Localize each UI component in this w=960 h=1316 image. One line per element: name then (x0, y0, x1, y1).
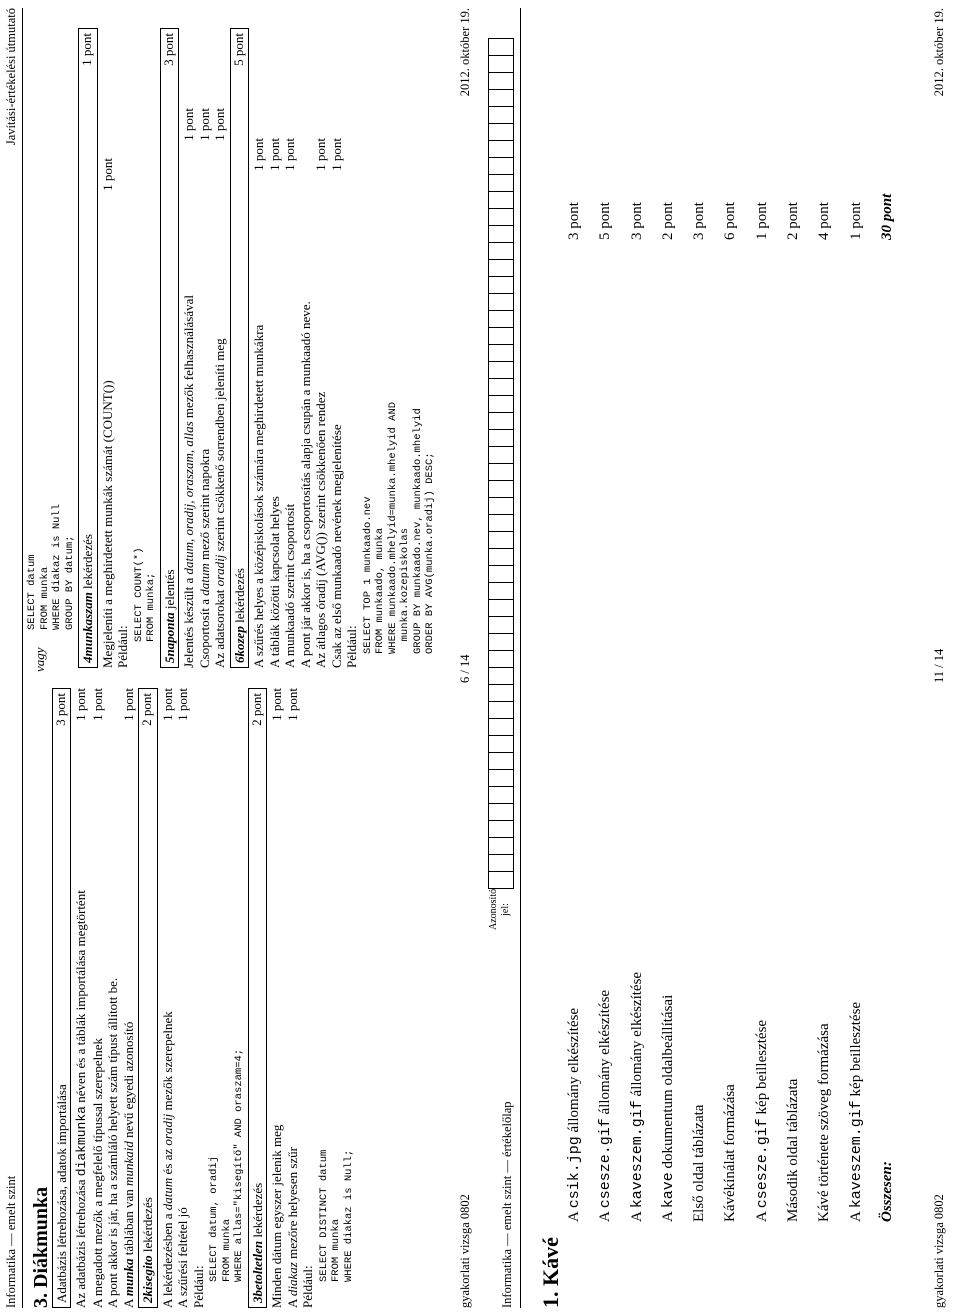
s6-code: SELECT TOP 1 munkaado.nev FROM munkaado, munka WHERE munkaado.mhelyid=munka.mhelyid AND munka.kozepiskolas GROUP BY munkaado.nev, munkaado.mhelyid ORDER BY AVG(munka.oradij) DESC; (361, 401, 436, 654)
s1-points: 3 pont (52, 693, 68, 726)
section-box-4: 4munkaszam lekérdezés 1 pont (78, 28, 98, 668)
score-sheet-header (482, 8, 522, 1308)
header-left: Informatika — emelt szint — értékelőlap (500, 1101, 514, 1308)
s6-row-3: A munkaadó szerint csoportosít 1 pont (282, 138, 297, 668)
s3-code-2: SELECT datum FROM munka WHERE diakaz is Null GROUP BY datum; (26, 503, 76, 630)
section-title: 3. Diákmunka (30, 1186, 52, 1308)
s1-row-4: A munka táblában van munkaid nevű egyedi azonosító 1 pont (120, 688, 136, 1308)
score-points: 2 pont (659, 202, 676, 240)
section-box-3: 3betoltetlen lekérdezés 2 pont (248, 688, 268, 1308)
s6-row-2: A táblák közötti kapcsolat helyes 1 pont (266, 138, 282, 668)
score-row (750, 80, 781, 1230)
s5-row-2: Csoportosít a datum mező szerint napokra 1 pont (196, 108, 212, 668)
score-points: 5 pont (597, 202, 614, 240)
score-row (812, 80, 843, 1230)
s3-code: SELECT DISTINCT datum FROM munka WHERE diakaz is Null; (317, 1149, 355, 1282)
s2-example-label: Például: (190, 1265, 206, 1308)
score-label: Kávékínálat formázása (722, 1084, 739, 1222)
section-box-2: 2kisegito lekérdezés 2 pont (138, 688, 158, 1308)
s6-row-5: Az átlagos óradíj (AVG()) szerint csökkenően rendez 1 pont (313, 138, 328, 668)
section-box-6: 6kozep lekérdezés 5 pont (230, 28, 250, 668)
header-left: Informatika — emelt szint (4, 1175, 18, 1308)
score-total-row (875, 80, 906, 1230)
header-right: Javítási-értékelési útmutató (4, 8, 18, 146)
s5-row-1: Jelentés készült a datum, oradij, oraszam, allas mezők felhasználásával 1 pont (181, 108, 196, 668)
s3-or: vagy (32, 647, 47, 672)
section-box-5: 5naponta jelentés 3 pont (160, 28, 180, 668)
score-points: 3 pont (566, 202, 582, 240)
score-points: 2 pont (785, 202, 802, 240)
s6-row-4: A pont jár akkor is, ha a csoportosítás alapja csupán a munkaadó neve. (297, 301, 313, 668)
score-row (687, 80, 718, 1230)
section-title: 1. Kávé (538, 1237, 563, 1308)
s1-title: Adatbázis létrehozása, adatok importálása (53, 1084, 69, 1303)
score-label: A csesze.gif kép beillesztése (753, 1019, 771, 1222)
score-label: A kaveszem.gif állomány elkészítése (628, 971, 646, 1222)
s2-code: SELECT datum, oradij FROM munka WHERE allas="kisegítő" AND oraszam=4; (208, 1048, 245, 1282)
s1-row-1: Az adatbázis létrehozása diakmunka néven és a táblák importálása megtörtént 1 pont (73, 688, 89, 1308)
page-footer: gyakorlati vizsga 0802 11 / 14 2012. október 19. (932, 8, 946, 1308)
score-label: Kávé története szöveg formázása (816, 1023, 833, 1222)
left-page (0, 8, 478, 1308)
s3-example-label: Például: (300, 1265, 315, 1308)
score-label: Első oldal táblázata (691, 1104, 708, 1222)
page-header (0, 8, 23, 1308)
score-row (625, 80, 656, 1230)
id-label: Azonosító jel: (488, 888, 511, 930)
score-label: A kave dokumentum oldalbeállításai (659, 994, 677, 1222)
left-column (30, 688, 357, 1308)
score-row (656, 80, 687, 1230)
score-label: Második oldal táblázata (785, 1078, 802, 1222)
total-points: 30 pont (878, 193, 895, 240)
score-points: 3 pont (628, 202, 645, 240)
score-row (562, 80, 593, 1230)
s2-row-1: A lekérdezésben a datum és az oradij mezők szerepelnek 1 pont (159, 688, 175, 1308)
s5-row-3: Az adatsorokat oradij szerint csökkenő sorrendben jeleníti meg 1 pont (212, 108, 227, 668)
total-label: Összesen: (878, 1161, 895, 1222)
s1-row-2: A megadott mezők a megfelelő típussal szerepelnek 1 pont (89, 688, 105, 1308)
s6-row-1: A szűrés helyes a középiskolások számára meghirdetett munkákra 1 pont (251, 138, 266, 668)
score-row (844, 80, 875, 1230)
s1-row-3: A pont akkor is jár, ha a számláló helyett szám típust állított be. (105, 977, 120, 1308)
s2-row-2: A szűrési feltétel jó 1 pont (175, 688, 190, 1308)
s4-row-1: Megjeleníti a meghirdetett munkák számát (COUNT()) 1 pont (99, 158, 115, 668)
score-list (562, 80, 906, 1230)
s3-row-1: Minden dátum egyszer jelenik meg 1 pont (269, 688, 284, 1308)
s3-row-2: A diakaz mezőre helyesen szűr 1 pont (284, 688, 300, 1308)
score-points: 1 pont (847, 202, 864, 240)
page-footer: gyakorlati vizsga 0802 6 / 14 2012. október 19. (458, 8, 472, 1308)
score-points: 1 pont (753, 202, 770, 240)
score-row (718, 80, 749, 1230)
score-points: 4 pont (816, 202, 833, 240)
id-boxes[interactable] (488, 38, 514, 888)
section-box-1 (52, 688, 72, 1308)
score-row (593, 80, 624, 1230)
s4-code: SELECT COUNT(*) FROM munka; (132, 547, 157, 642)
score-points: 3 pont (691, 202, 708, 240)
s6-row-6: Csak az első munkaadó nevének megjelenítése 1 pont (328, 138, 344, 668)
score-label: A kaveszem.gif kép beillesztése (847, 1001, 865, 1222)
right-page (482, 8, 952, 1308)
score-label: A csik.jpg állomány elkészítése (566, 1007, 583, 1222)
score-points: 6 pont (722, 202, 739, 240)
score-row (781, 80, 812, 1230)
right-column (24, 28, 439, 672)
score-label: A csesze.gif állomány elkészítése (597, 989, 615, 1222)
s4-example-label: Például: (115, 625, 130, 668)
s6-example-label: Például: (344, 625, 359, 668)
